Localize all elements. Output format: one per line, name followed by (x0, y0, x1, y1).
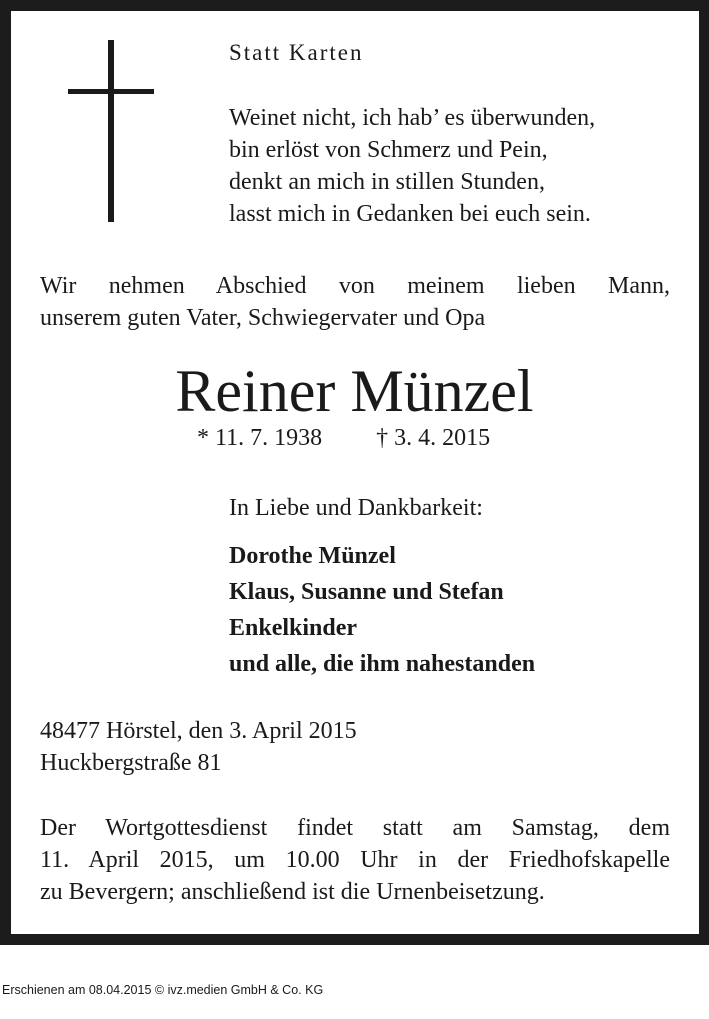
poem (229, 102, 595, 230)
place-date-line: 48477 Hörstel, den 3. April 2015 (40, 718, 357, 744)
poem-line: lasst mich in Gedanken bei euch sein. (229, 201, 591, 227)
deceased-name: Reiner Münzel (175, 358, 534, 424)
service-line-2: 11. April 2015, um 10.00 Uhr in der Friedhofskapelle (40, 847, 670, 873)
address-block (40, 715, 357, 779)
mourners-list (229, 538, 535, 682)
statt-karten-heading: Statt Karten (229, 40, 364, 65)
mourner-name: und alle, die ihm nahestanden (229, 651, 536, 677)
farewell-intro-line-2: unserem guten Vater, Schwiegervater und Opa (40, 305, 486, 331)
birth-date: * 11. 7. 1938 (197, 425, 323, 451)
street-line: Huckbergstraße 81 (40, 750, 222, 776)
publication-footer: Erschienen am 08.04.2015 © ivz.medien GmbH & Co. KG (2, 983, 324, 997)
death-date: † 3. 4. 2015 (376, 425, 491, 451)
service-line-3: zu Bevergern; anschließend ist die Urnenbeisetzung. (40, 879, 545, 905)
mourner-name: Klaus, Susanne und Stefan (229, 579, 504, 605)
cross-vertical-bar (108, 40, 114, 222)
cross-icon (68, 40, 154, 222)
poem-line: Weinet nicht, ich hab’ es überwunden, (229, 105, 596, 131)
life-dates (197, 423, 490, 453)
poem-line: denkt an mich in stillen Stunden, (229, 169, 545, 195)
mourners-heading: In Liebe und Dankbarkeit: (229, 495, 483, 521)
farewell-intro (40, 270, 670, 334)
mourner-name: Dorothe Münzel (229, 543, 396, 569)
service-notice (40, 812, 670, 908)
poem-line: bin erlöst von Schmerz und Pein, (229, 137, 548, 163)
service-line-1: Der Wortgottesdienst findet statt am Samstag, dem (40, 815, 670, 841)
farewell-intro-line-1: Wir nehmen Abschied von meinem lieben Mann, (40, 273, 670, 299)
cross-horizontal-bar (68, 89, 154, 94)
mourner-name: Enkelkinder (229, 615, 358, 641)
